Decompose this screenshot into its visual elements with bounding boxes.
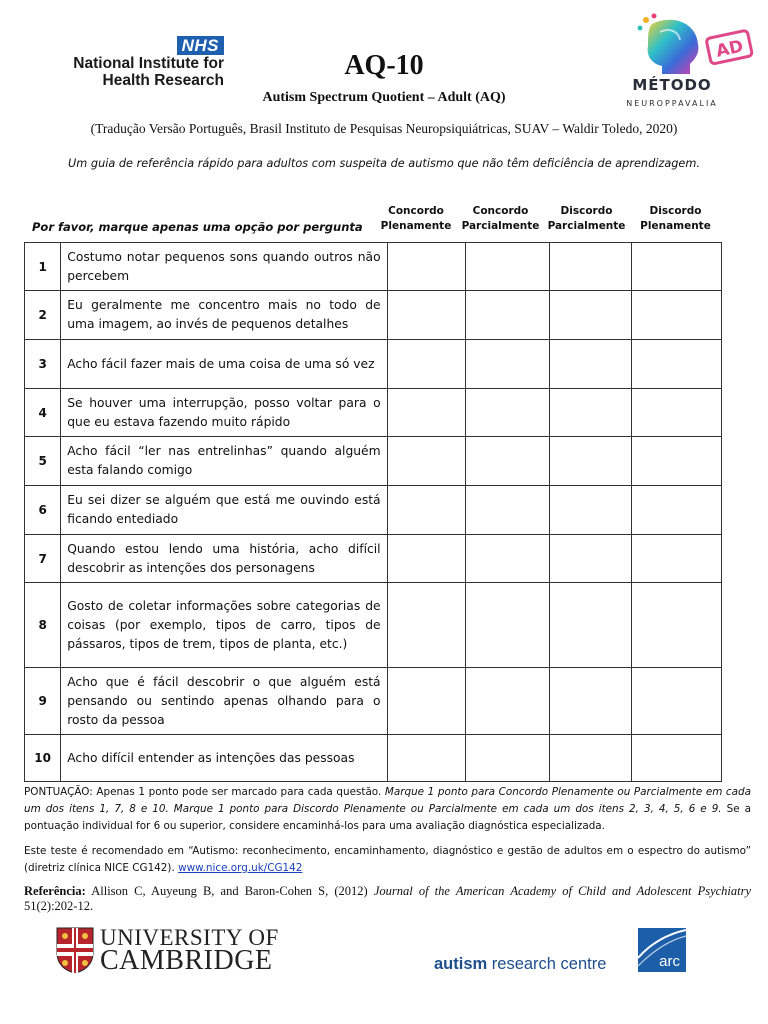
answer-cell[interactable] <box>631 583 721 668</box>
question-text: Acho que é fácil descobrir o que alguém está pensando ou sentindo apenas olhando para o rosto da pessoa <box>61 668 387 735</box>
answer-cell[interactable] <box>549 243 631 291</box>
reference-authors: Allison C, Auyeung B, and Baron-Cohen S, (2012) <box>91 884 368 898</box>
column-header-concordo-plenamente: Concordo Plenamente <box>380 205 452 232</box>
answer-cell[interactable] <box>631 535 721 583</box>
metodo-head-icon <box>612 10 757 80</box>
metodo-logo <box>612 10 757 110</box>
metodo-sub: NEUROPPAVALIA <box>626 99 718 108</box>
answer-cell[interactable] <box>387 243 466 291</box>
table-row <box>25 437 722 486</box>
question-text: Acho fácil fazer mais de uma coisa de uma só vez <box>61 340 387 389</box>
question-text: Eu sei dizer se alguém que está me ouvindo está ficando entediado <box>61 486 387 535</box>
guide-note: Um guia de referência rápido para adultos com suspeita de autismo que não têm deficiência de aprendizagem. <box>68 157 700 170</box>
question-text: Eu geralmente me concentro mais no todo de uma imagem, ao invés de pequenos detalhes <box>61 291 387 340</box>
arc-rest: research centre <box>487 955 607 973</box>
arc-box-text: arc <box>659 953 680 970</box>
answer-cell[interactable] <box>631 735 721 782</box>
question-number: 8 <box>25 583 61 668</box>
reference-text <box>24 884 751 914</box>
answer-cell[interactable] <box>466 340 550 389</box>
column-header-concordo-parcialmente: Concordo Parcialmente <box>461 205 540 232</box>
answer-cell[interactable] <box>466 389 550 437</box>
question-number: 1 <box>25 243 61 291</box>
answer-cell[interactable] <box>466 535 550 583</box>
question-text: Costumo notar pequenos sons quando outros não percebem <box>61 243 387 291</box>
answer-cell[interactable] <box>549 389 631 437</box>
answer-cell[interactable] <box>549 486 631 535</box>
scoring-rule: Marque 1 ponto para Concordo Plenamente ou Parcialmente em cada um dos itens 1, 7, 8 e 10. Marque 1 ponto para Discordo Plenamente ou Parcialmente em cada um dos itens 2, 3, 4, 5, 6 e 9. <box>24 786 751 815</box>
question-text: Se houver uma interrupção, posso voltar para o que eu estava fazendo muito rápido <box>61 389 387 437</box>
cambridge-line1: UNIVERSITY OF <box>100 925 279 950</box>
question-number: 2 <box>25 291 61 340</box>
answer-cell[interactable] <box>631 389 721 437</box>
table-row <box>25 291 722 340</box>
question-number: 3 <box>25 340 61 389</box>
answer-cell[interactable] <box>387 583 466 668</box>
table-row <box>25 340 722 389</box>
nhs-badge: NHS <box>177 36 224 55</box>
answer-cell[interactable] <box>631 486 721 535</box>
recommendation-body: Este teste é recomendado em “Autismo: reconhecimento, encaminhamento, diagnóstico e gestão de adultos em o espectro do autismo” (diretriz clínica NICE CG142). <box>24 845 751 874</box>
answer-cell[interactable] <box>549 291 631 340</box>
answer-cell[interactable] <box>549 437 631 486</box>
answer-cell[interactable] <box>549 535 631 583</box>
cambridge-crest-icon <box>56 927 94 973</box>
answer-cell[interactable] <box>387 291 466 340</box>
recommendation-text <box>24 843 751 877</box>
answer-cell[interactable] <box>631 437 721 486</box>
question-text: Gosto de coletar informações sobre categorias de coisas (por exemplo, tipos de carro, tipos de pássaros, tipos de trem, tipos de planta, etc.) <box>61 583 387 668</box>
answer-cell[interactable] <box>631 243 721 291</box>
answer-cell[interactable] <box>387 486 466 535</box>
questionnaire-table <box>24 242 722 782</box>
ad-badge-text: AD <box>714 36 746 62</box>
answer-cell[interactable] <box>466 735 550 782</box>
answer-cell[interactable] <box>387 389 466 437</box>
question-text: Acho difícil entender as intenções das pessoas <box>61 735 387 782</box>
answer-cell[interactable] <box>631 668 721 735</box>
scoring-suffix: Se a pontuação individual for 6 ou superior, considere encaminhá-los para uma avaliação diagnóstica especializada. <box>24 803 751 832</box>
question-number: 5 <box>25 437 61 486</box>
arc-bold: autism <box>434 955 488 973</box>
answer-cell[interactable] <box>631 291 721 340</box>
table-row <box>25 535 722 583</box>
table-row <box>25 243 722 291</box>
reference-journal: Journal of the American Academy of Child and Adolescent Psychiatry <box>373 884 752 898</box>
answer-cell[interactable] <box>549 735 631 782</box>
question-text: Acho fácil “ler nas entrelinhas” quando alguém esta falando comigo <box>61 437 387 486</box>
question-number: 10 <box>25 735 61 782</box>
table-row <box>25 668 722 735</box>
reference-label: Referência: <box>24 884 86 898</box>
answer-cell[interactable] <box>466 243 550 291</box>
answer-cell[interactable] <box>387 340 466 389</box>
question-number: 4 <box>25 389 61 437</box>
scoring-prefix: PONTUAÇÃO: Apenas 1 ponto pode ser marcado para cada questão. <box>24 786 382 798</box>
nice-link[interactable]: www.nice.org.uk/CG142 <box>178 862 303 874</box>
page-title: AQ-10 <box>344 50 424 81</box>
question-number: 9 <box>25 668 61 735</box>
table-row <box>25 735 722 782</box>
answer-cell[interactable] <box>466 437 550 486</box>
answer-cell[interactable] <box>549 583 631 668</box>
scoring-text <box>24 784 751 835</box>
question-text: Quando estou lendo uma história, acho difícil descobrir as intenções dos personagens <box>61 535 387 583</box>
column-header-discordo-plenamente: Discordo Plenamente <box>640 205 711 232</box>
answer-cell[interactable] <box>387 735 466 782</box>
table-instruction: Por favor, marque apenas uma opção por pergunta <box>32 220 363 234</box>
answer-cell[interactable] <box>466 486 550 535</box>
translation-note: (Tradução Versão Português, Brasil Instituto de Pesquisas Neuropsiquiátricas, SUAV – Waldir Toledo, 2020) <box>90 121 678 136</box>
question-number: 7 <box>25 535 61 583</box>
cambridge-logo <box>56 925 286 975</box>
answer-cell[interactable] <box>387 437 466 486</box>
table-row <box>25 486 722 535</box>
arc-logo-text <box>434 955 606 974</box>
metodo-word: MÉTODO <box>632 76 712 94</box>
table-row <box>25 389 722 437</box>
answer-cell[interactable] <box>466 291 550 340</box>
answer-cell[interactable] <box>466 668 550 735</box>
answer-cell[interactable] <box>387 535 466 583</box>
column-header-discordo-parcialmente: Discordo Parcialmente <box>547 205 626 232</box>
answer-cell[interactable] <box>466 583 550 668</box>
question-number: 6 <box>25 486 61 535</box>
reference-tail: 51(2):202-12. <box>24 899 94 913</box>
table-row <box>25 583 722 668</box>
page-subtitle: Autism Spectrum Quotient – Adult (AQ) <box>262 90 506 105</box>
nihr-name: National Institute for Health Research <box>73 55 224 89</box>
cambridge-line2: CAMBRIDGE <box>100 945 273 976</box>
answer-cell[interactable] <box>549 340 631 389</box>
answer-cell[interactable] <box>387 668 466 735</box>
arc-logo <box>638 928 686 972</box>
answer-cell[interactable] <box>549 668 631 735</box>
answer-cell[interactable] <box>631 340 721 389</box>
